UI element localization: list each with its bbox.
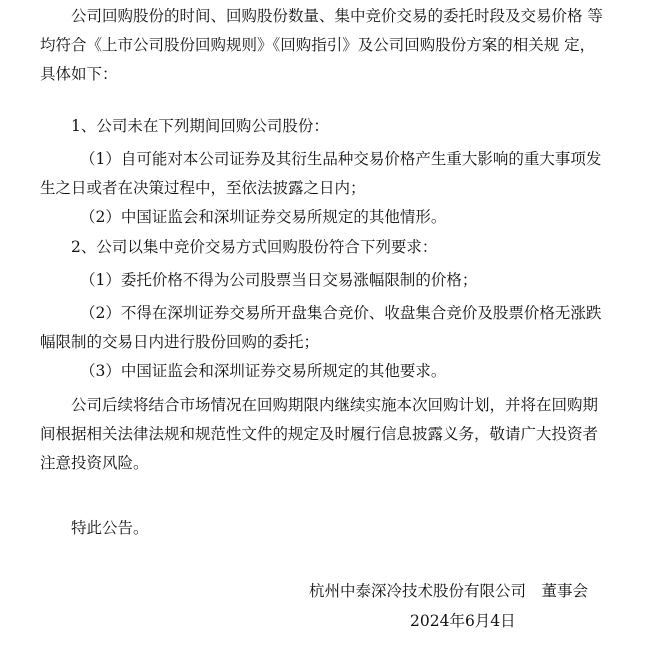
signature-date: 2024年6月4日 — [410, 612, 516, 630]
closing-statement: 特此公告。 — [71, 519, 149, 537]
section-2-item-2: （2）不得在深圳证券交易所开盘集合竞价、收盘集合竞价及股票价格无涨跌幅限制的交易日内进行股份回购的委托； — [40, 304, 602, 351]
section-1-item-1: （1）自可能对本公司证券及其衍生品种交易价格产生重大影响的重大事项发生之日或者在决策过程中，至依法披露之日内； — [40, 150, 602, 197]
section-2-item-3: （3）中国证监会和深圳证券交易所规定的其他要求。 — [80, 362, 447, 380]
section-1-item-2: （2）中国证监会和深圳证券交易所规定的其他情形。 — [80, 208, 447, 226]
follow-up-paragraph: 公司后续将结合市场情况在回购期限内继续实施本次回购计划，并将在回购期间根据相关法律法规和规范性文件的规定及时履行信息披露义务，敬请广大投资者注意投资风险。 — [40, 396, 599, 472]
section-2-heading: 2、公司以集中竞价交易方式回购股份符合下列要求： — [71, 238, 438, 256]
section-2-item-1: （1）委托价格不得为公司股票当日交易涨幅限制的价格； — [80, 271, 478, 289]
signature-company: 杭州中泰深冷技术股份有限公司 董事会 — [309, 582, 589, 600]
repurchase-compliance-paragraph: 公司回购股份的时间、回购股份数量、集中竞价交易的委托时段及交易价格 等均符合《上市公司股份回购规则》《回购指引》及公司回购股份方案的相关规 定，具体如下： — [40, 7, 603, 83]
section-1-heading: 1、公司未在下列期间回购公司股份： — [71, 117, 329, 135]
